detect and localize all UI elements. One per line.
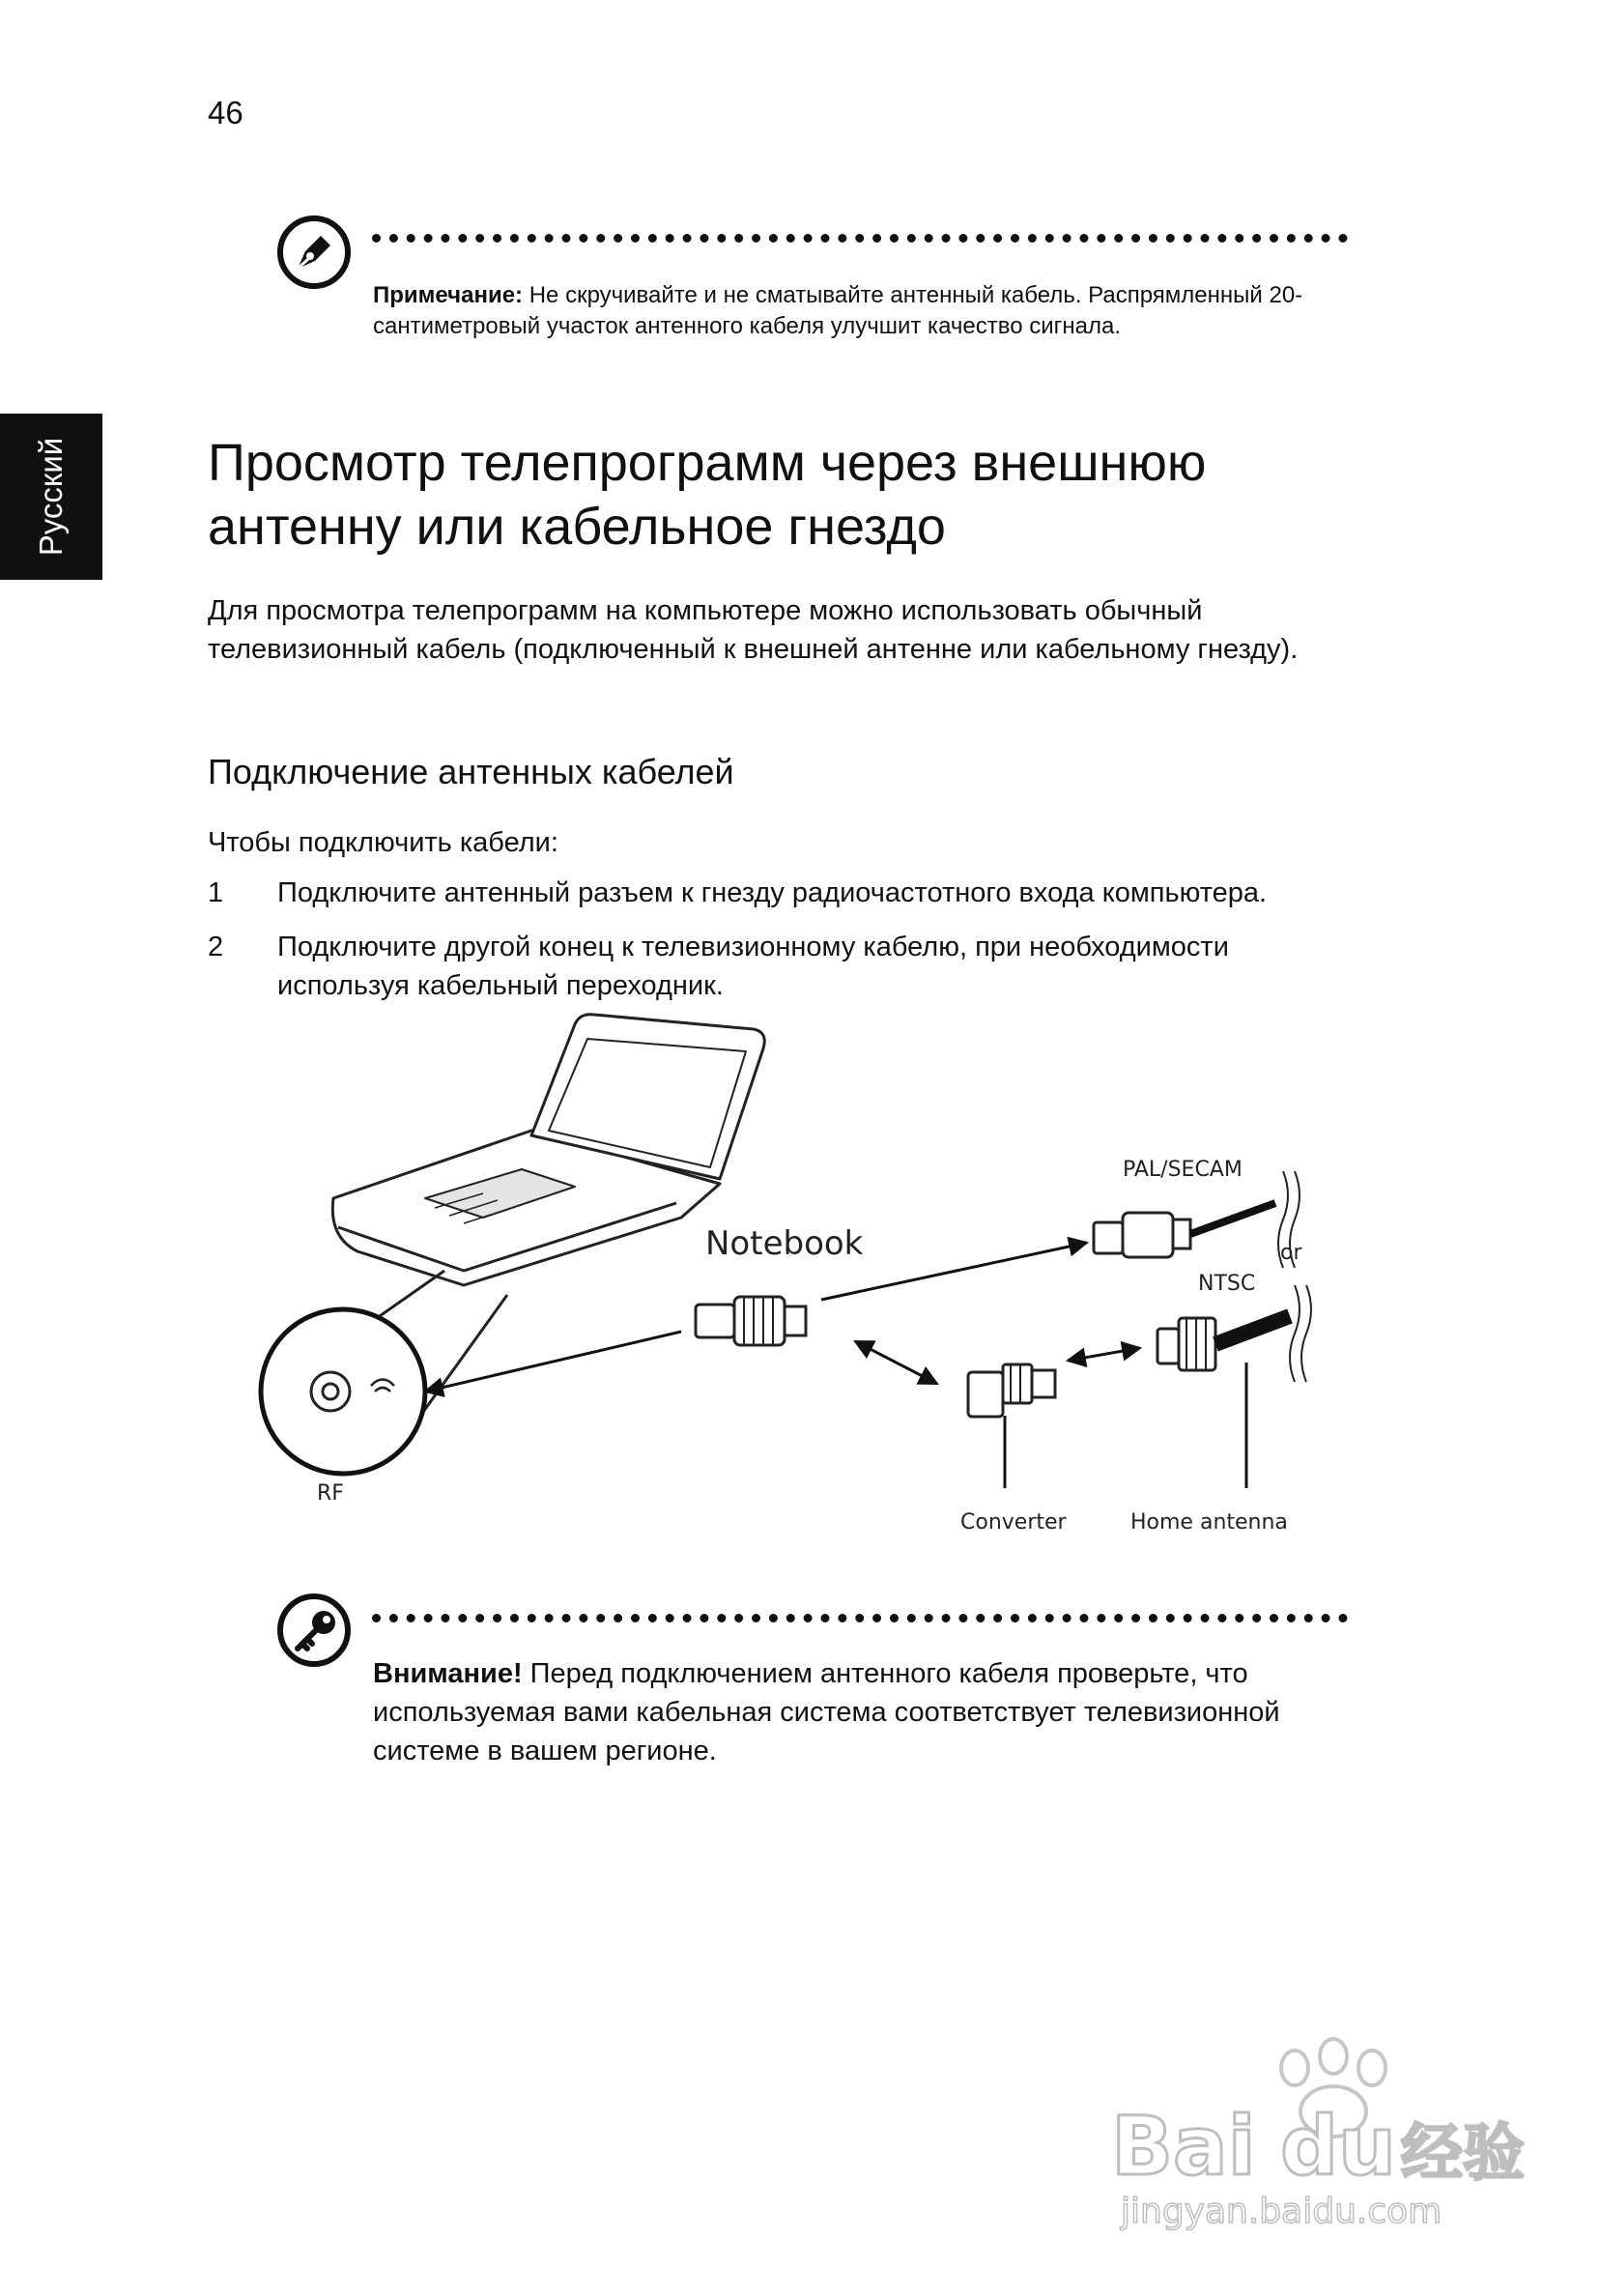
intro-paragraph: Для просмотра телепрограмм на компьютере можно использовать обычный телевизионный кабель (подключенный к внешней антенне или кабельному гнезду). — [208, 595, 1299, 665]
converter-label: Converter — [960, 1510, 1067, 1535]
warning-label: Внимание! — [373, 1658, 523, 1689]
rf-label: RF — [317, 1481, 344, 1506]
ntsc-label: NTSC — [1198, 1272, 1256, 1296]
rf-port-callout — [261, 1271, 507, 1474]
watermark-brand-right: du — [1280, 2099, 1396, 2194]
note-divider — [372, 234, 1348, 243]
converter-plug — [968, 1364, 1055, 1417]
ntsc-plug — [1157, 1316, 1290, 1370]
pal-secam-label: PAL/SECAM — [1123, 1158, 1243, 1182]
note-label: Примечание: — [373, 282, 524, 308]
pen-icon — [276, 215, 352, 290]
connection-diagram — [242, 1005, 1353, 1565]
page-number: 46 — [208, 95, 243, 130]
list-item — [208, 874, 1367, 912]
list-item — [208, 928, 1367, 1005]
section-heading: Просмотр телепрограмм через внешнюю антенну или кабельное гнездо — [208, 434, 1207, 556]
warning-body: Перед подключением антенного кабеля проверьте, что используемая вами кабельная система соответствует телевизионной системе в вашем регионе. — [373, 1658, 1280, 1766]
notebook-connector — [696, 1297, 806, 1345]
or-label: or — [1280, 1241, 1302, 1265]
laptop-illustration — [332, 1015, 764, 1285]
step-text: Подключите антенный разъем к гнезду радиочастотного входа компьютера. — [277, 877, 1268, 908]
step-number: 2 — [208, 932, 224, 962]
note-body: Не скручивайте и не сматывайте антенный кабель. Распрямленный 20-сантиметровый участок антенного кабеля улучшит качество сигнала. — [373, 282, 1303, 339]
note-text — [373, 280, 1378, 342]
home-antenna-label: Home antenna — [1130, 1510, 1288, 1535]
language-tab-label: Русский — [33, 437, 70, 557]
step-number: 1 — [208, 877, 224, 908]
watermark-brand-cn: 经验 — [1401, 2118, 1525, 2190]
warning-divider — [372, 1614, 1348, 1622]
baidu-watermark — [1092, 2029, 1546, 2232]
notebook-label: Notebook — [705, 1224, 864, 1263]
warning-text — [373, 1654, 1339, 1770]
subsection-heading: Подключение антенных кабелей — [208, 752, 734, 791]
pal-secam-plug — [1094, 1203, 1275, 1257]
step-text: Подключите другой конец к телевизионному кабелю, при необходимости используя кабельный переходник. — [277, 932, 1229, 1001]
watermark-url: jingyan.baidu.com — [1121, 2192, 1443, 2231]
steps-lead: Чтобы подключить кабели: — [208, 827, 558, 858]
language-tab — [0, 414, 102, 580]
key-icon — [276, 1593, 352, 1668]
watermark-brand-left: Bai — [1111, 2099, 1256, 2194]
